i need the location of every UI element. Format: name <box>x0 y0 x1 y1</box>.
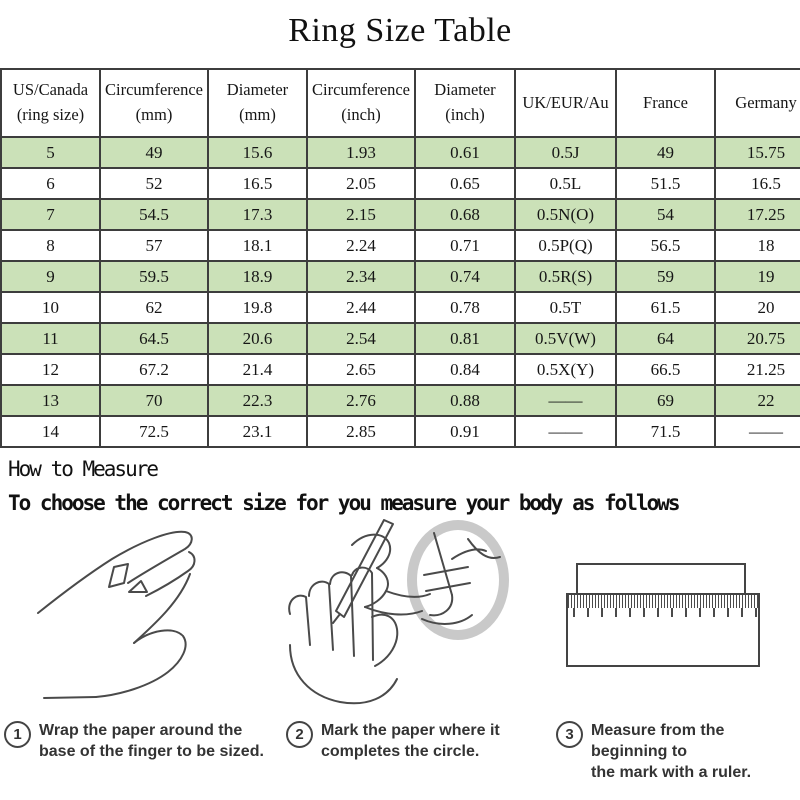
table-row <box>1 354 800 385</box>
table-cell: 17.25 <box>715 199 800 230</box>
table-cell: 0.5N(O) <box>515 199 616 230</box>
table-cell: 64.5 <box>100 323 208 354</box>
hand-with-paper-strip-icon <box>8 521 218 705</box>
table-row <box>1 137 800 168</box>
magnifier-ring-icon <box>412 525 504 635</box>
table-cell: 0.5X(Y) <box>515 354 616 385</box>
table-cell: 64 <box>616 323 715 354</box>
table-row <box>1 385 800 416</box>
table-cell: 16.5 <box>715 168 800 199</box>
table-cell: 1.93 <box>307 137 415 168</box>
table-cell: 7 <box>1 199 100 230</box>
step-captions <box>0 715 800 785</box>
table-cell: 2.44 <box>307 292 415 323</box>
table-cell: —— <box>715 416 800 447</box>
hand-marking-paper-icon <box>272 517 540 707</box>
table-cell: 2.65 <box>307 354 415 385</box>
step-1-line-2: base of the finger to be sized. <box>39 742 264 760</box>
column-header: Diameter (inch) <box>415 69 515 137</box>
ruler-icon <box>566 593 760 667</box>
table-cell: 13 <box>1 385 100 416</box>
table-row <box>1 199 800 230</box>
table-header <box>1 69 800 137</box>
table-cell: 2.24 <box>307 230 415 261</box>
table-cell: 54.5 <box>100 199 208 230</box>
step-1-caption <box>4 721 264 763</box>
table-body <box>1 137 800 447</box>
step-1-text <box>39 721 264 763</box>
step-3-line-2: the mark with a ruler. <box>591 763 752 781</box>
table-cell: 22.3 <box>208 385 307 416</box>
table-cell: 2.15 <box>307 199 415 230</box>
table-cell: 57 <box>100 230 208 261</box>
table-cell: 18 <box>715 230 800 261</box>
table-cell: 0.5J <box>515 137 616 168</box>
table-cell: 18.9 <box>208 261 307 292</box>
table-cell: 70 <box>100 385 208 416</box>
step-2-caption <box>286 721 500 763</box>
table-cell: 2.34 <box>307 261 415 292</box>
table-row <box>1 292 800 323</box>
table-cell: 0.74 <box>415 261 515 292</box>
pencil-mark-illustration <box>272 517 540 707</box>
table-cell: 21.25 <box>715 354 800 385</box>
table-cell: 20.75 <box>715 323 800 354</box>
table-cell: 19.8 <box>208 292 307 323</box>
table-cell: 0.65 <box>415 168 515 199</box>
hand-paper-wrap-illustration <box>8 521 218 705</box>
table-cell: 0.5T <box>515 292 616 323</box>
table-cell: 8 <box>1 230 100 261</box>
step-1-line-1: Wrap the paper around the <box>39 722 243 739</box>
table-cell: 61.5 <box>616 292 715 323</box>
step-3-line-1: Measure from the beginning to <box>591 722 725 760</box>
table-row <box>1 323 800 354</box>
table-cell: 15.6 <box>208 137 307 168</box>
table-cell: 66.5 <box>616 354 715 385</box>
table-cell: 0.91 <box>415 416 515 447</box>
table-cell: 62 <box>100 292 208 323</box>
step-2-line-2: completes the circle. <box>321 742 480 760</box>
table-cell: 56.5 <box>616 230 715 261</box>
table-cell: 0.5R(S) <box>515 261 616 292</box>
table-cell: 10 <box>1 292 100 323</box>
table-cell: 21.4 <box>208 354 307 385</box>
table-cell: 0.5L <box>515 168 616 199</box>
table-cell: 0.5P(Q) <box>515 230 616 261</box>
table-cell: 14 <box>1 416 100 447</box>
table-cell: 20 <box>715 292 800 323</box>
column-header: UK/EUR/Au <box>515 69 616 137</box>
column-header: Germany <box>715 69 800 137</box>
table-cell: 9 <box>1 261 100 292</box>
measure-instructions-subtitle: To choose the correct size for you measure your body as follows <box>8 491 679 515</box>
table-cell: —— <box>515 385 616 416</box>
table-cell: 0.61 <box>415 137 515 168</box>
table-cell: 0.68 <box>415 199 515 230</box>
table-cell: 15.75 <box>715 137 800 168</box>
table-row <box>1 230 800 261</box>
step-2-line-1: Mark the paper where it <box>321 722 500 739</box>
table-row <box>1 261 800 292</box>
table-cell: 22 <box>715 385 800 416</box>
ring-size-table <box>0 68 800 448</box>
column-header: Circumference (mm) <box>100 69 208 137</box>
table-cell: 52 <box>100 168 208 199</box>
table-cell: 12 <box>1 354 100 385</box>
table-cell: 17.3 <box>208 199 307 230</box>
table-cell: 2.76 <box>307 385 415 416</box>
column-header: Circumference (inch) <box>307 69 415 137</box>
table-cell: —— <box>515 416 616 447</box>
table-cell: 2.85 <box>307 416 415 447</box>
table-cell: 2.54 <box>307 323 415 354</box>
step-2-number-badge: 2 <box>286 721 313 748</box>
table-cell: 5 <box>1 137 100 168</box>
table-cell: 16.5 <box>208 168 307 199</box>
column-header: Diameter (mm) <box>208 69 307 137</box>
table-cell: 23.1 <box>208 416 307 447</box>
step-3-text <box>591 721 800 783</box>
table-cell: 59.5 <box>100 261 208 292</box>
table-cell: 0.81 <box>415 323 515 354</box>
table-cell: 72.5 <box>100 416 208 447</box>
table-cell: 20.6 <box>208 323 307 354</box>
table-cell: 2.05 <box>307 168 415 199</box>
table-cell: 59 <box>616 261 715 292</box>
step-3-number-badge: 3 <box>556 721 583 748</box>
table-row <box>1 168 800 199</box>
table-cell: 49 <box>100 137 208 168</box>
column-header: US/Canada (ring size) <box>1 69 100 137</box>
table-cell: 0.84 <box>415 354 515 385</box>
step-2-text <box>321 721 500 763</box>
table-cell: 0.88 <box>415 385 515 416</box>
ruler-measure-illustration <box>540 517 800 707</box>
table-cell: 71.5 <box>616 416 715 447</box>
how-to-measure-heading: How to Measure <box>8 457 158 481</box>
table-cell: 0.78 <box>415 292 515 323</box>
page-title: Ring Size Table <box>288 12 512 49</box>
ruler-tick-marks <box>573 608 758 617</box>
table-cell: 54 <box>616 199 715 230</box>
step-3-caption <box>556 721 800 783</box>
table-cell: 19 <box>715 261 800 292</box>
table-cell: 0.5V(W) <box>515 323 616 354</box>
ruler-hatch-marks <box>568 595 758 608</box>
table-cell: 51.5 <box>616 168 715 199</box>
table-row <box>1 416 800 447</box>
table-cell: 11 <box>1 323 100 354</box>
table-cell: 6 <box>1 168 100 199</box>
table-cell: 49 <box>616 137 715 168</box>
illustrations-row <box>0 517 800 709</box>
table-cell: 67.2 <box>100 354 208 385</box>
table-cell: 0.71 <box>415 230 515 261</box>
step-1-number-badge: 1 <box>4 721 31 748</box>
table-cell: 18.1 <box>208 230 307 261</box>
table-cell: 69 <box>616 385 715 416</box>
column-header: France <box>616 69 715 137</box>
